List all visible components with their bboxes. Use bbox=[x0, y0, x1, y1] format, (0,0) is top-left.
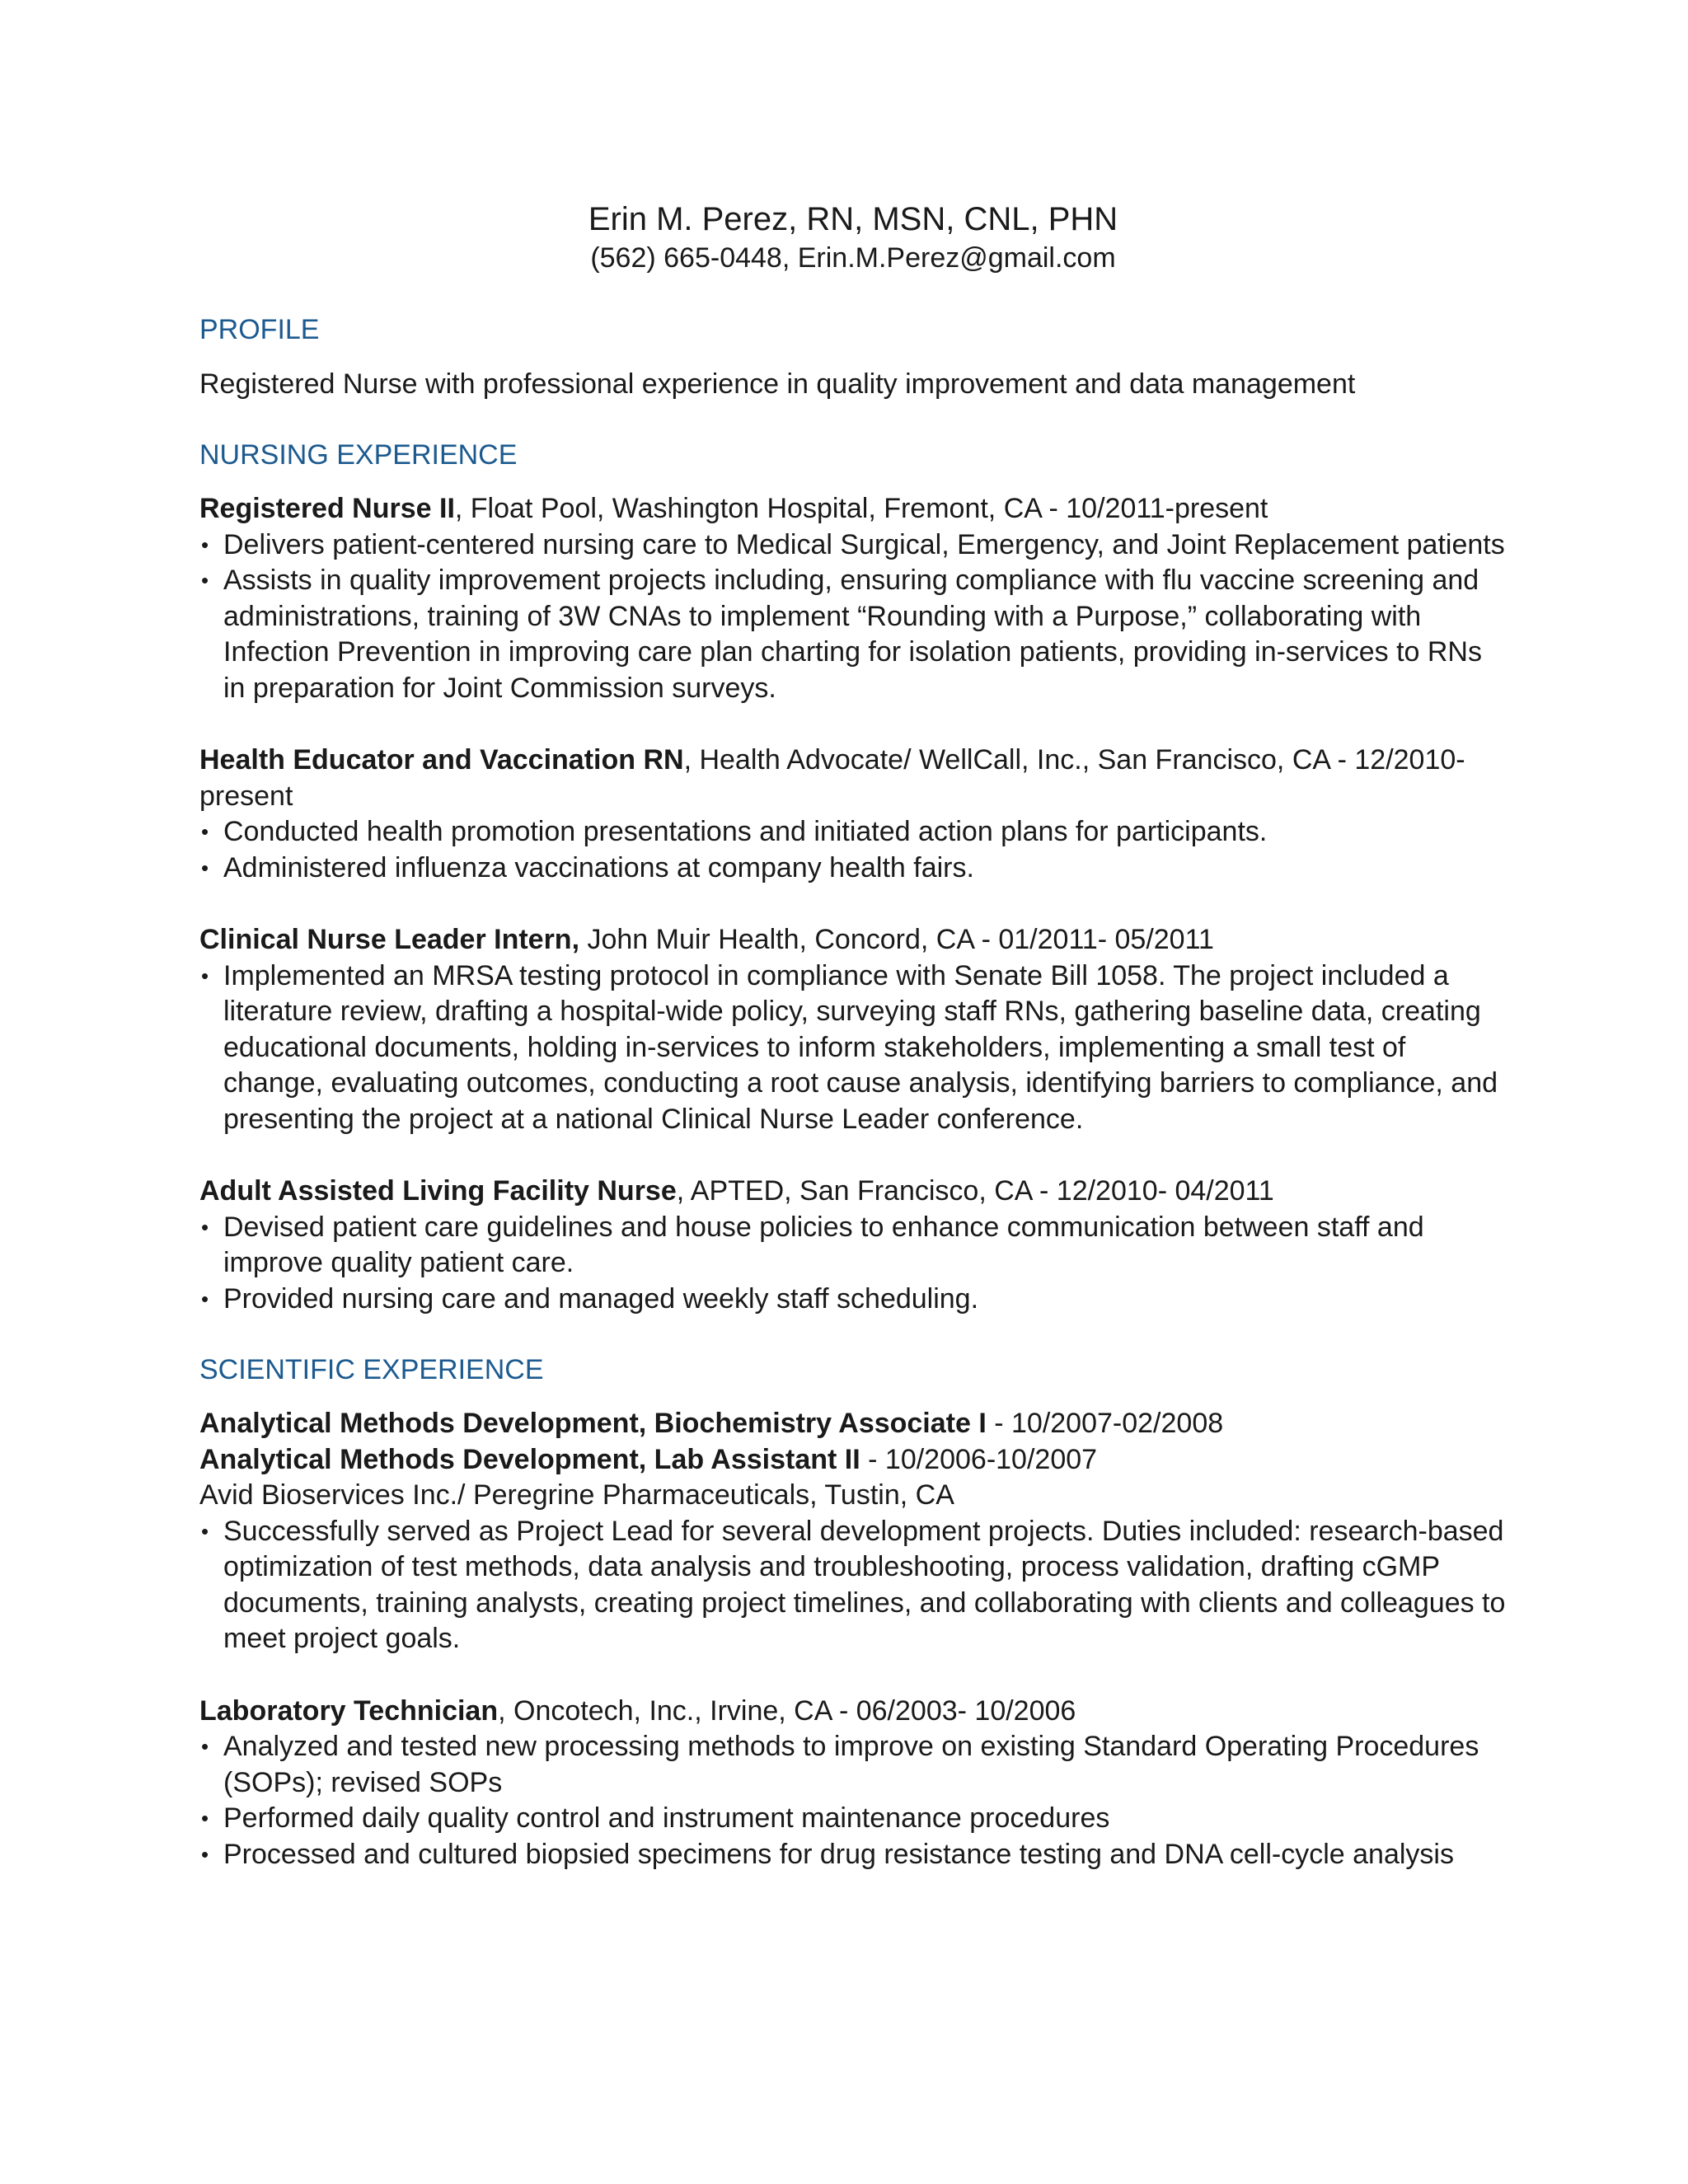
job-bullet: • Implemented an MRSA testing protocol in compliance with Senate Bill 1058. The project included a literature review, drafting a hospital-wide policy, surveying staff RNs, gathering baseline data, creating educational documents, holding in-services to inform stakeholders, implementing a small test of change, evaluating outcomes, conducting a root cause analysis, identifying barriers to compliance, and presenting the project at a national Clinical Nurse Leader conference. bbox=[199, 958, 1507, 1138]
job-bullet: • Provided nursing care and managed weekly staff scheduling. bbox=[199, 1282, 1507, 1318]
job-bullet-list bbox=[199, 1514, 1507, 1657]
job-dates: - 10/2006-10/2007 bbox=[860, 1443, 1098, 1475]
job-details: John Muir Health, Concord, CA - 01/2011- 05/2011 bbox=[579, 924, 1214, 955]
job-details: , Float Pool, Washington Hospital, Fremont, CA - 10/2011-present bbox=[454, 493, 1268, 524]
job-bullet: • Conducted health promotion presentations and initiated action plans for participants. bbox=[199, 814, 1507, 851]
job-bullet: • Administered influenza vaccinations at company health fairs. bbox=[199, 851, 1507, 887]
job-bullet: • Successfully served as Project Lead for several development projects. Duties included: research-based optimization of test methods, data analysis and troubleshooting, process validation, drafting cGMP documents, training analysts, creating project timelines, and collaborating with clients and colleagues to meet project goals. bbox=[199, 1514, 1507, 1657]
profile-heading: PROFILE bbox=[199, 314, 320, 345]
job-bullet: • Performed daily quality control and instrument maintenance procedures bbox=[199, 1801, 1507, 1837]
job-entry-assisted-living-nurse bbox=[199, 1174, 1507, 1317]
nursing-experience-section bbox=[199, 437, 1507, 1317]
profile-section bbox=[199, 312, 1507, 402]
contact-info: (562) 665-0448, Erin.M.Perez@gmail.com bbox=[590, 242, 1116, 274]
job-company: Avid Bioservices Inc./ Peregrine Pharmaceuticals, Tustin, CA bbox=[199, 1479, 954, 1511]
job-bullet: • Processed and cultured biopsied specimens for drug resistance testing and DNA cell-cycle analysis bbox=[199, 1837, 1507, 1873]
job-bullet: • Assists in quality improvement projects including, ensuring compliance with flu vaccine screening and administrations, training of 3W CNAs to implement “Rounding with a Purpose,” collaborating with Infection Prevention in improving care plan charting for isolation patients, providing in-services to RNs in preparation for Joint Commission surveys. bbox=[199, 563, 1507, 706]
job-bullet-list bbox=[199, 814, 1507, 886]
job-entry-registered-nurse bbox=[199, 491, 1507, 706]
job-heading bbox=[199, 1174, 1507, 1210]
scientific-experience-section bbox=[199, 1352, 1507, 1872]
job-bullet-list bbox=[199, 958, 1507, 1138]
job-role: Analytical Methods Development, Biochemistry Associate I bbox=[199, 1408, 987, 1439]
job-heading bbox=[199, 1406, 1507, 1442]
job-role: Clinical Nurse Leader Intern, bbox=[199, 924, 580, 955]
job-bullet-list bbox=[199, 1210, 1507, 1318]
job-details: , Health Advocate/ WellCall, Inc., San Francisco, CA - 12/2010-present bbox=[199, 744, 1465, 812]
job-role: Analytical Methods Development, Lab Assistant II bbox=[199, 1443, 860, 1475]
scientific-experience-heading: SCIENTIFIC EXPERIENCE bbox=[199, 1354, 544, 1385]
job-entry-clinical-nurse-leader bbox=[199, 922, 1507, 1137]
resume-header bbox=[199, 198, 1507, 275]
job-entry-health-educator bbox=[199, 743, 1507, 886]
profile-summary: Registered Nurse with professional experience in quality improvement and data management bbox=[199, 368, 1356, 400]
candidate-name: Erin M. Perez, RN, MSN, CNL, PHN bbox=[588, 201, 1118, 237]
job-role: Laboratory Technician bbox=[199, 1694, 499, 1727]
job-details: , Oncotech, Inc., Irvine, CA - 06/2003- 10/2006 bbox=[498, 1694, 1076, 1727]
job-bullet-list bbox=[199, 1729, 1507, 1872]
job-heading bbox=[199, 743, 1507, 814]
job-bullet: • Analyzed and tested new processing methods to improve on existing Standard Operating Procedures (SOPs); revised SOPs bbox=[199, 1729, 1507, 1801]
job-role: Adult Assisted Living Facility Nurse bbox=[199, 1175, 677, 1207]
job-bullet-list bbox=[199, 527, 1507, 707]
job-heading bbox=[199, 491, 1507, 527]
job-bullet: • Delivers patient-centered nursing care to Medical Surgical, Emergency, and Joint Replacement patients bbox=[199, 527, 1507, 564]
job-entry-avid-bioservices bbox=[199, 1406, 1507, 1657]
job-role: Registered Nurse II bbox=[199, 493, 455, 524]
job-details: , APTED, San Francisco, CA - 12/2010- 04/2011 bbox=[676, 1175, 1274, 1207]
job-heading bbox=[199, 1694, 1507, 1730]
job-entry-laboratory-technician bbox=[199, 1694, 1507, 1873]
job-dates: - 10/2007-02/2008 bbox=[986, 1408, 1224, 1439]
job-role: Health Educator and Vaccination RN bbox=[199, 744, 684, 776]
job-heading bbox=[199, 922, 1507, 958]
job-bullet: • Devised patient care guidelines and house policies to enhance communication between staff and improve quality patient care. bbox=[199, 1210, 1507, 1282]
job-heading bbox=[199, 1442, 1507, 1479]
nursing-experience-heading: NURSING EXPERIENCE bbox=[199, 439, 518, 471]
